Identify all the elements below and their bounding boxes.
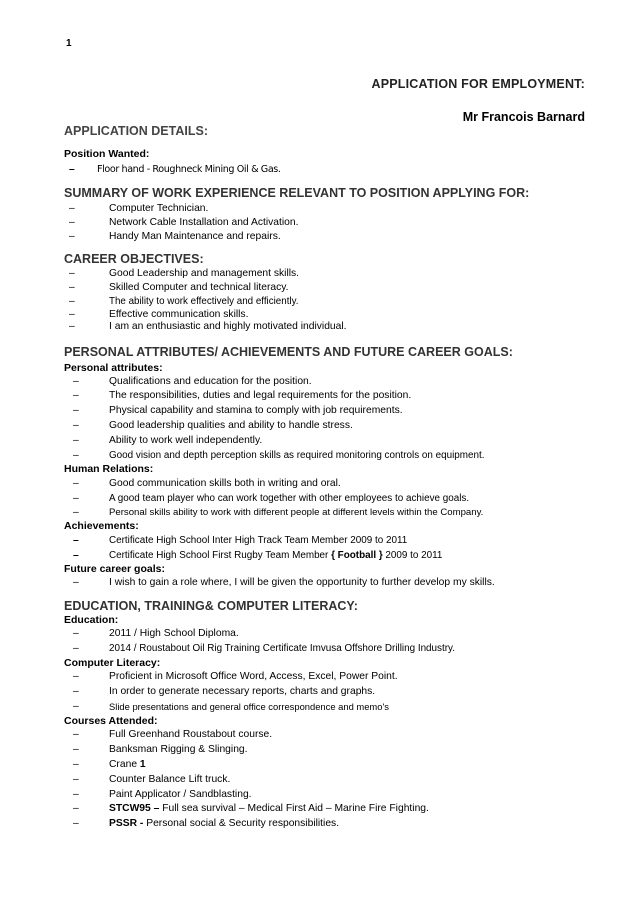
bullet-dash: – <box>73 507 79 518</box>
list-item: – In order to generate necessary reports, charts and graphs. <box>73 686 376 697</box>
bullet-dash: – <box>73 450 79 461</box>
list-item: – Paint Applicator / Sandblasting. <box>73 789 252 800</box>
bullet-dash: – <box>73 577 79 588</box>
course-emphasis: STCW95 – <box>109 803 160 814</box>
future-goals-label: Future career goals: <box>64 563 165 575</box>
list-item: – Certificate High School Inter High Track Team Member 2009 to 2011 <box>73 535 408 546</box>
bullet-dash: – <box>73 818 79 829</box>
section-education: EDUCATION, TRAINING& COMPUTER LITERACY: <box>64 599 358 613</box>
bullet-dash: – <box>73 671 79 682</box>
bullet-dash: – <box>73 390 79 401</box>
position-wanted-label: Position Wanted: <box>64 148 150 160</box>
bullet-dash: – <box>69 164 75 175</box>
bullet-dash: – <box>73 643 79 654</box>
list-item: – Ability to work well independently. <box>73 435 263 446</box>
list-item: – Effective communication skills. <box>69 309 249 320</box>
list-item: – I am an enthusiastic and highly motivated individual. <box>69 321 347 332</box>
list-item: – I wish to gain a role where, I will be given the opportunity to further develop my skills. <box>73 577 495 588</box>
bullet-dash: – <box>73 789 79 800</box>
bullet-dash: – <box>73 478 79 489</box>
applicant-name: Mr Francois Barnard <box>462 110 585 124</box>
bullet-dash: – <box>73 628 79 639</box>
bullet-dash: – <box>73 803 79 814</box>
bullet-dash: – <box>73 759 79 770</box>
course-emphasis: 1 <box>139 759 146 770</box>
list-item: – Good communication skills both in writing and oral. <box>73 478 341 489</box>
computer-literacy-label: Computer Literacy: <box>64 657 161 669</box>
list-item: – Skilled Computer and technical literacy. <box>69 282 289 293</box>
bullet-dash: – <box>73 550 79 561</box>
bullet-dash: – <box>73 435 79 446</box>
achievement-emphasis: { Football } <box>331 550 383 561</box>
bullet-dash: – <box>69 268 75 279</box>
list-item: – Proficient in Microsoft Office Word, Access, Excel, Power Point. <box>73 671 398 682</box>
list-item: – Good Leadership and management skills. <box>69 268 300 279</box>
personal-attributes-label: Personal attributes: <box>64 362 163 374</box>
education-label: Education: <box>64 614 119 626</box>
bullet-dash: – <box>69 296 75 307</box>
course-emphasis: PSSR - <box>109 818 144 829</box>
achievements-label: Achievements: <box>64 520 139 532</box>
bullet-dash: – <box>69 203 75 214</box>
list-item: – Personal skills ability to work with different people at different levels within the Company. <box>73 507 484 518</box>
list-item <box>73 759 593 772</box>
list-item: – Handy Man Maintenance and repairs. <box>69 231 281 242</box>
list-item: – The ability to work effectively and efficiently. <box>69 296 299 307</box>
page-number: 1 <box>66 38 72 49</box>
list-item: – Good leadership qualities and ability to handle stress. <box>73 420 353 431</box>
bullet-dash: – <box>69 321 75 332</box>
document-title: APPLICATION FOR EMPLOYMENT: <box>371 77 585 91</box>
list-item <box>73 818 593 831</box>
bullet-dash: – <box>73 774 79 785</box>
bullet-dash: – <box>73 744 79 755</box>
bullet-dash: – <box>69 282 75 293</box>
list-item: – Physical capability and stamina to comply with job requirements. <box>73 405 403 416</box>
achievement-text: Certificate High School First Rugby Team Member <box>109 550 332 561</box>
bullet-dash: – <box>73 405 79 416</box>
list-item: – Good vision and depth perception skills as required monitoring controls on equipment. <box>73 450 485 461</box>
bullet-dash: – <box>73 493 79 504</box>
list-item: – Banksman Rigging & Slinging. <box>73 744 248 755</box>
course-text: Full sea survival – Medical First Aid – Marine Fire Fighting. <box>159 803 429 814</box>
list-item: – Floor hand - Roughneck Mining Oil & Gas. <box>69 164 281 175</box>
list-item <box>73 803 593 816</box>
list-item: – 2011 / High School Diploma. <box>73 628 239 639</box>
list-item: – Full Greenhand Roustabout course. <box>73 729 273 740</box>
list-item: – 2014 / Roustabout Oil Rig Training Certificate Imvusa Offshore Drilling Industry. <box>73 643 455 654</box>
achievement-text: 2009 to 2011 <box>382 550 443 561</box>
section-application-details: APPLICATION DETAILS: <box>64 124 208 138</box>
list-item: – Qualifications and education for the position. <box>73 376 312 387</box>
bullet-dash: – <box>73 535 79 546</box>
section-personal-attributes: PERSONAL ATTRIBUTES/ ACHIEVEMENTS AND FUTURE CAREER GOALS: <box>64 345 513 359</box>
list-item <box>73 550 593 563</box>
bullet-dash: – <box>73 729 79 740</box>
bullet-dash: – <box>69 217 75 228</box>
course-text: Personal social & Security responsibilities. <box>143 818 340 829</box>
bullet-dash: – <box>69 231 75 242</box>
bullet-dash: – <box>73 420 79 431</box>
list-item: – A good team player who can work together with other employees to achieve goals. <box>73 493 470 504</box>
list-item: – Computer Technician. <box>69 203 209 214</box>
bullet-dash: – <box>73 686 79 697</box>
courses-attended-label: Courses Attended: <box>64 715 158 727</box>
human-relations-label: Human Relations: <box>64 463 154 475</box>
bullet-dash: – <box>73 701 79 712</box>
list-item: – The responsibilities, duties and legal requirements for the position. <box>73 390 412 401</box>
bullet-dash: – <box>73 376 79 387</box>
section-summary: SUMMARY OF WORK EXPERIENCE RELEVANT TO POSITION APPLYING FOR: <box>64 186 530 200</box>
list-item: – Counter Balance Lift truck. <box>73 774 231 785</box>
course-text: Crane <box>109 759 140 770</box>
section-career-objectives: CAREER OBJECTIVES: <box>64 252 204 266</box>
bullet-dash: – <box>69 309 75 320</box>
list-item: – Network Cable Installation and Activation. <box>69 217 299 228</box>
list-item: – Slide presentations and general office correspondence and memo's <box>73 701 389 712</box>
